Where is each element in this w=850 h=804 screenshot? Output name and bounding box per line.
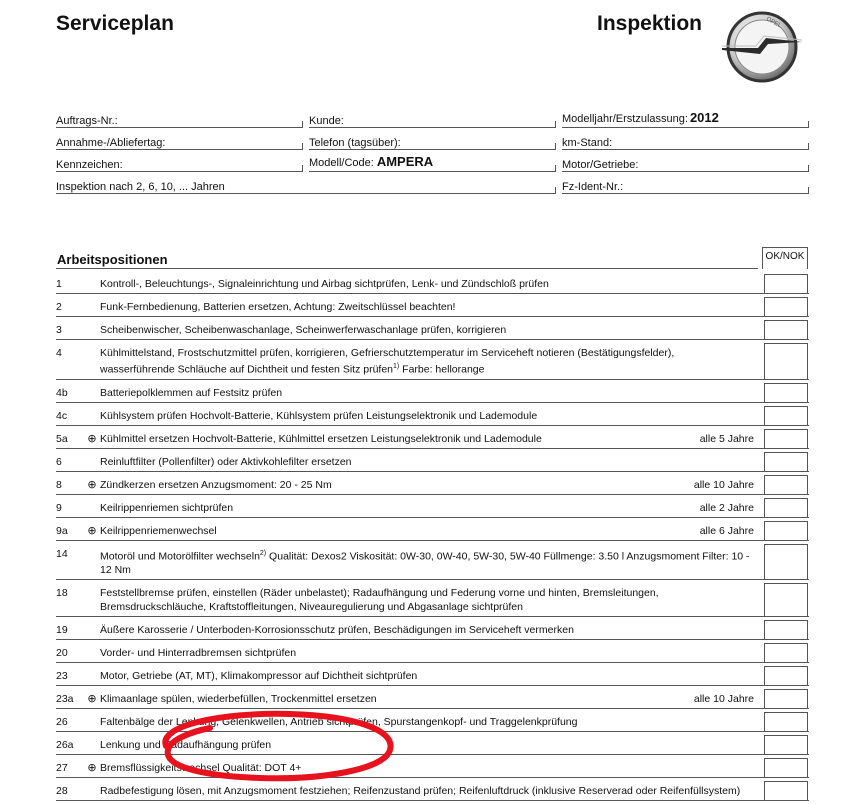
field-auftrags-nr[interactable] [56,108,302,128]
work-item-number: 3 [56,324,62,336]
work-item-interval [754,346,758,377]
work-item-description: Kühlmittel ersetzen Hochvolt-Batterie, Kühlmittel ersetzen Leistungselektronik und Lademodule [100,432,542,445]
work-item-number: 4b [56,386,68,399]
heading-divider [56,268,758,269]
work-item-number: 4 [56,347,62,359]
symbol-slot [84,715,100,729]
ok-nok-checkbox[interactable] [764,406,808,425]
work-item-content [56,521,758,540]
field-divider [555,121,556,128]
work-item-row [56,297,809,317]
work-item-interval [754,455,758,469]
work-item-number: 4c [56,409,68,422]
field-divider [808,143,809,150]
field-divider [555,143,556,150]
work-item-row [56,475,809,495]
field-divider [808,121,809,128]
field-kunde[interactable] [309,108,555,128]
work-item-interval [754,409,758,423]
field-divider [302,121,303,128]
work-item-description: Radbefestigung lösen, mit Anzugsmoment festziehen; Reifenzustand prüfen; Reifenluftdruck (inklusive Reserverad oder Reifenfüllsystem) [100,785,741,797]
work-item-interval [754,738,758,752]
work-item-content [56,343,758,379]
work-item-text [100,300,754,314]
label-km-stand: km-Stand: [562,137,613,149]
ok-nok-checkbox[interactable] [764,498,808,517]
label-inspektion-nach: Inspektion nach 2, 6, 10, ... Jahren [56,181,225,193]
page-subtitle: Inspektion [597,12,703,35]
value-modell-code: AMPERA [376,154,434,169]
label-telefon: Telefon (tagsüber): [309,137,401,149]
field-divider [302,143,303,150]
ok-nok-checkbox[interactable] [764,643,808,662]
work-item-text [100,478,694,492]
red-ellipse-annotation [150,706,400,782]
field-modelljahr[interactable] [562,108,808,128]
work-item-number: 26 [56,716,68,728]
work-item-interval: alle 6 Jahre [699,524,754,537]
ok-nok-checkbox[interactable] [764,781,808,800]
work-item-description-cont: Farbe: hellorange [399,363,485,376]
work-item-content [56,498,758,517]
field-telefon[interactable] [309,130,555,150]
work-item-text [100,623,754,637]
work-item-description: Vorder- und Hinterradbremsen sichtprüfen [100,647,297,659]
label-modelljahr: Modelljahr/Erstzulassung: [562,113,688,125]
ok-nok-checkbox[interactable] [764,452,808,471]
work-item-content [56,383,758,402]
work-item-row [56,521,809,541]
work-item-row [56,583,809,617]
symbol-slot [84,669,100,683]
symbol-slot [84,738,100,752]
label-motor-getriebe: Motor/Getriebe: [562,159,639,171]
symbol-slot [84,323,100,337]
symbol-slot [84,386,100,400]
work-item-interval [754,623,758,637]
value-modelljahr: 2012 [689,110,719,125]
field-km-stand[interactable] [562,130,808,150]
symbol-slot [84,547,100,578]
work-item-description: Keilrippenriemenwechsel [100,524,217,537]
interval-plus-icon: ⊕ [87,693,97,705]
work-item-interval [754,323,758,337]
symbol-slot [84,623,100,637]
interval-plus-icon: ⊕ [87,432,97,445]
work-item-interval [754,715,758,729]
ok-nok-checkbox[interactable] [764,620,808,639]
work-item-text [100,784,754,798]
work-item-content [56,297,758,316]
work-item-text [100,586,754,614]
work-item-number: 1 [56,278,62,290]
work-item-description: Motor, Getriebe (AT, MT), Klimakompressor auf Dichtheit sichtprüfen [100,670,418,682]
work-item-row [56,643,809,663]
work-item-description: Batteriepolklemmen auf Festsitz prüfen [100,386,283,399]
label-annahme: Annahme-/Abliefertag: [56,137,166,149]
work-item-row [56,498,809,518]
work-item-number: 26a [56,739,74,751]
symbol-slot [84,300,100,314]
ok-nok-checkbox[interactable] [764,274,808,293]
symbol-slot [84,586,100,614]
work-item-number: 23a [56,693,74,705]
work-item-number: 2 [56,301,62,313]
ok-nok-checkbox[interactable] [764,475,808,494]
work-item-text [100,501,700,515]
work-item-description: Keilrippenriemen sichtprüfen [100,501,234,514]
field-divider [555,187,556,194]
work-item-content [56,643,758,662]
symbol-slot [84,784,100,798]
ok-nok-checkbox[interactable] [764,689,808,708]
work-item-interval [754,300,758,314]
work-item-number: 19 [56,624,68,636]
work-item-text [100,277,754,291]
work-item-description: Kontroll-, Beleuchtungs-, Signaleinrichtung und Airbag sichtprüfen, Lenk- und Zündschloß prüfen [100,278,549,290]
work-item-number: 23 [56,670,68,682]
ok-nok-header: OK/NOK [762,247,808,269]
work-item-number: 28 [56,785,68,797]
work-item-number: 6 [56,455,62,468]
work-item-description: Feststellbremse prüfen, einstellen (Räder unbelastet); Radaufhängung und Federung vorne und hinten, Bremsleitungen, Bremsdruckschläuche, Kraftstoffleitungen, Niveauregulierung und Abgasanlage sichtprüfen [100,587,659,613]
symbol-slot [84,646,100,660]
ok-nok-checkbox[interactable] [764,712,808,731]
work-item-interval [754,784,758,798]
field-fz-ident-nr[interactable] [562,174,808,194]
ok-nok-checkbox[interactable] [764,320,808,339]
field-divider [302,165,303,172]
work-item-description-cont: Qualität: Dexos2 Viskosität: 0W-30, 0W-40, 5W-30, 5W-40 Füllmenge: 3.50 l Anzugsmoment Filter: 10 - 12 Nm [100,550,750,576]
work-item-description: Äußere Karosserie / Unterboden-Korrosionsschutz prüfen, Beschädigungen im Serviceheft vermerken [100,624,574,636]
work-item-row [56,383,809,403]
label-auftrags-nr: Auftrags-Nr.: [56,115,118,127]
work-item-description: Reinluftfilter (Pollenfilter) oder Aktivkohlefilter ersetzen [100,455,352,468]
footnote-marker: 2) [259,549,267,557]
ok-nok-checkbox[interactable] [764,429,808,448]
work-item-row [56,781,809,801]
label-kunde: Kunde: [309,115,344,127]
work-item-description: Kühlsystem prüfen Hochvolt-Batterie, Kühlsystem prüfen Leistungselektronik und Lademodule [100,409,538,422]
work-item-interval [754,761,758,775]
work-item-content [56,406,758,425]
work-item-content [56,583,758,616]
symbol-slot [84,346,100,377]
field-divider [808,165,809,172]
work-item-content [56,544,758,580]
work-item-interval [754,547,758,578]
work-item-content [56,320,758,339]
field-divider [555,165,556,172]
field-modell-code[interactable] [309,152,555,172]
work-item-content [56,666,758,685]
work-item-description: Bremsflüssigkeitswechsel Qualität: DOT 4+ [100,762,302,774]
work-item-description: Motoröl und Motorölfilter wechseln [100,550,260,562]
work-item-row [56,620,809,640]
work-item-row [56,406,809,426]
work-item-number: 9 [56,501,62,514]
section-heading: Arbeitspositionen [57,252,168,267]
work-item-row [56,274,809,294]
label-modell-code: Modell/Code: [309,157,374,169]
work-item-row [56,544,809,581]
work-item-interval: alle 10 Jahre [693,693,754,705]
work-item-interval [754,277,758,291]
symbol-slot [84,277,100,291]
ok-nok-checkbox[interactable] [764,343,808,379]
work-item-text [100,409,754,423]
work-item-content [56,620,758,639]
work-item-content [56,781,758,800]
ok-nok-checkbox[interactable] [764,666,808,685]
ok-nok-checkbox[interactable] [764,521,808,540]
work-item-text [100,524,700,538]
work-item-number: 8 [56,478,62,491]
work-item-number: 18 [56,587,68,599]
ok-nok-checkbox[interactable] [764,383,808,402]
work-item-row [56,320,809,340]
footnote-marker: 1) [393,363,400,370]
ok-nok-checkbox[interactable] [764,758,808,777]
work-item-interval: alle 5 Jahre [699,432,754,445]
work-item-row [56,429,809,449]
work-item-number: 27 [56,762,68,774]
work-item-number: 9a [56,524,68,537]
work-item-interval [754,386,758,400]
work-item-description: Scheibenwischer, Scheibenwaschanlage, Scheinwerferwaschanlage prüfen, korrigieren [100,324,507,336]
work-item-text [100,455,754,469]
work-item-content [56,475,758,494]
work-item-interval: alle 2 Jahre [699,501,754,514]
work-item-description: Lenkung und Radaufhängung prüfen [100,739,272,751]
symbol-slot [84,501,100,515]
work-item-text [100,323,754,337]
work-item-text [100,547,754,578]
interval-plus-icon: ⊕ [87,478,97,491]
field-inspektion-nach[interactable] [56,174,555,194]
work-item-description: Funk-Fernbedienung, Batterien ersetzen, Achtung: Zweitschlüssel beachten! [100,301,456,313]
work-item-interval [754,669,758,683]
work-item-number: 5a [56,432,68,445]
work-item-description: Zündkerzen ersetzen Anzugsmoment: 20 - 25 Nm [100,478,332,491]
work-item-number: 14 [56,547,68,560]
ok-nok-checkbox[interactable] [764,735,808,754]
field-kennzeichen[interactable] [56,152,302,172]
work-item-content [56,274,758,293]
ok-nok-checkbox[interactable] [764,544,808,580]
work-item-content [56,429,758,448]
work-item-interval: alle 10 Jahre [693,478,754,491]
work-item-description: Klimaanlage spülen, wiederbefüllen, Trockenmittel ersetzen [100,693,377,705]
work-item-text [100,346,754,377]
label-fz-ident-nr: Fz-Ident-Nr.: [562,181,624,193]
symbol-slot [84,409,100,423]
page-title: Serviceplan [56,12,174,35]
ok-nok-checkbox[interactable] [764,583,808,616]
work-item-description: Faltenbälge der Lenkung, Gelenkwellen, Antrieb sichtprüfen, Spurstangenkopf- und Traggelenkprüfung [100,716,578,728]
work-item-text [100,386,754,400]
logo-lettering: OPEL [765,16,783,30]
work-item-row [56,666,809,686]
work-item-row [56,343,809,380]
work-item-number: 20 [56,647,68,659]
work-item-text [100,692,694,706]
work-item-interval [754,586,758,614]
work-item-row [56,452,809,472]
work-item-text [100,646,754,660]
field-annahme-abliefertag[interactable] [56,130,302,150]
work-item-description: Kühlmittelstand, Frostschutzmittel prüfen, korrigieren, Gefrierschutztemperatur im Serviceheft notieren (Bestätigungsfelder), wasserführende Schläuche auf Dichtheit und festen Sitz prüfen [100,347,675,376]
label-kennzeichen: Kennzeichen: [56,159,123,171]
ok-nok-checkbox[interactable] [764,297,808,316]
field-divider [808,187,809,194]
field-motor-getriebe[interactable] [562,152,808,172]
symbol-slot [84,455,100,469]
interval-plus-icon: ⊕ [87,762,97,774]
opel-logo [716,8,808,84]
work-item-interval [754,646,758,660]
work-item-text [100,669,754,683]
work-item-text [100,432,700,446]
interval-plus-icon: ⊕ [87,524,97,537]
work-item-content [56,452,758,471]
